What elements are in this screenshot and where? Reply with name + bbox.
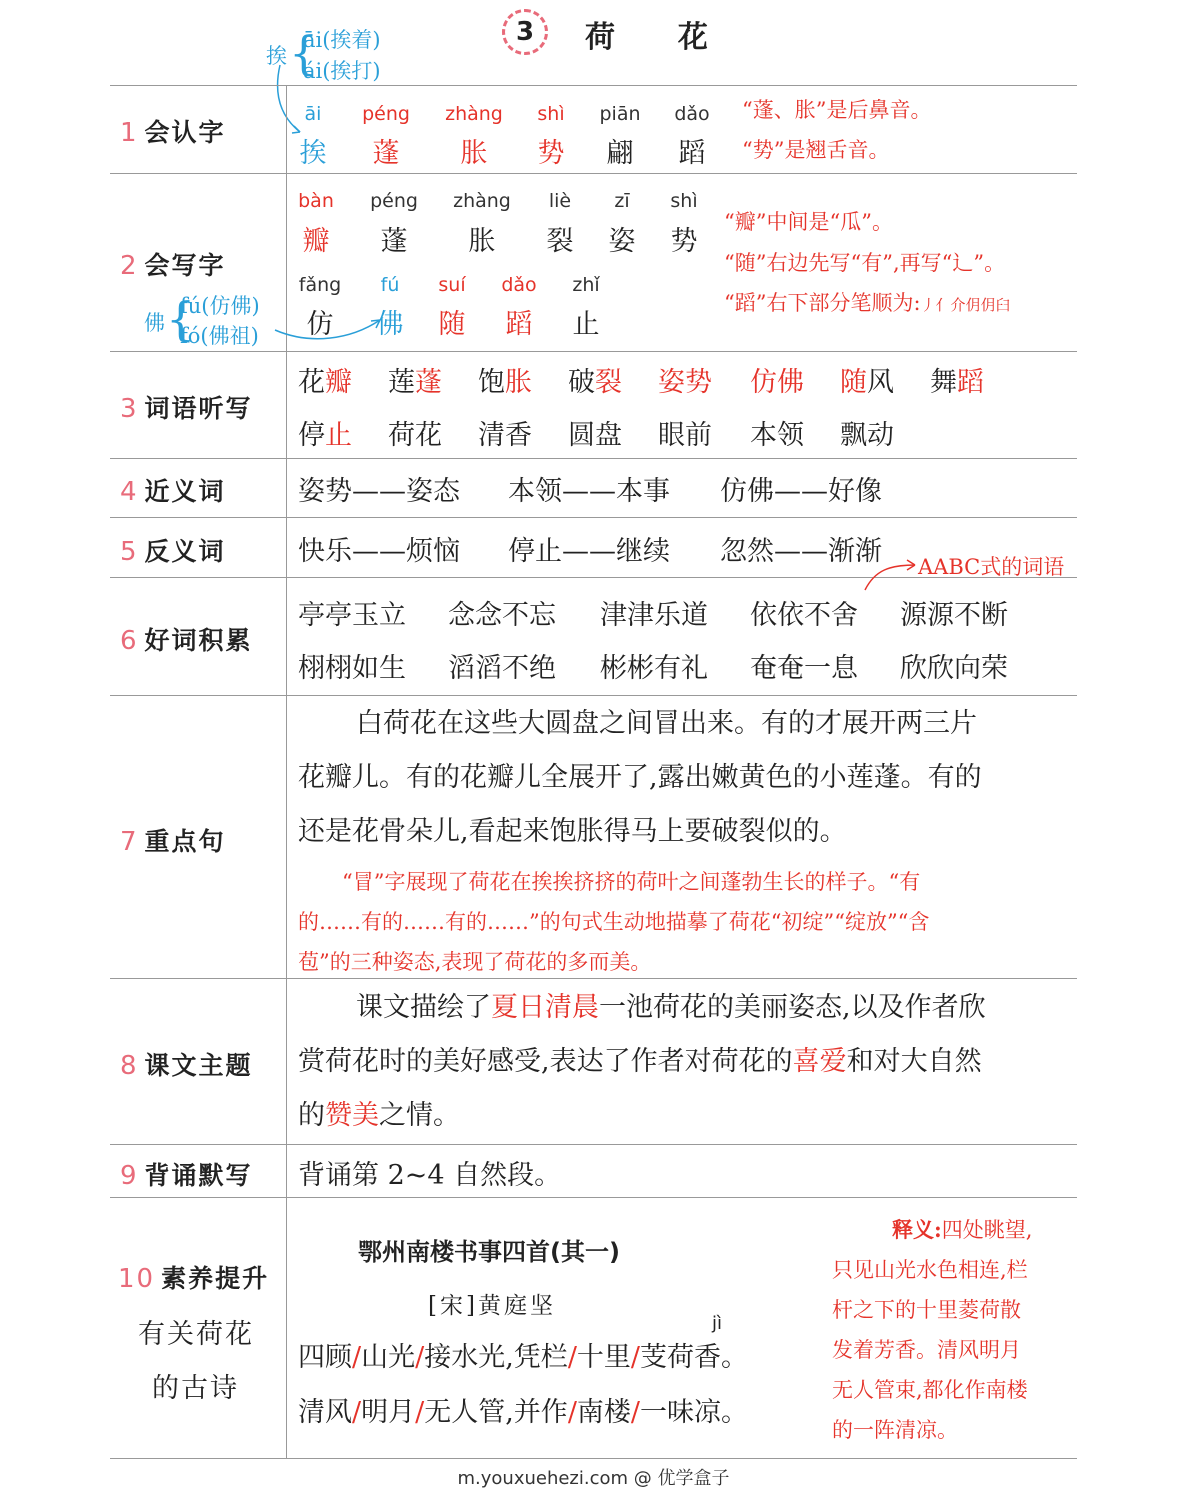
ai-note-brace: { xyxy=(289,26,319,80)
poem-pause-mark: / xyxy=(630,1342,641,1373)
fo-note-arrow xyxy=(270,300,390,350)
poem-pause-mark: / xyxy=(567,1342,577,1373)
poem-pause-mark: / xyxy=(415,1397,425,1428)
write-pinyin: dǎo xyxy=(501,274,537,296)
footer-watermark: m.youxuehezi.com @ 优学盒子 xyxy=(457,1468,730,1489)
write-pinyin: zhàng xyxy=(453,190,511,212)
recognize-pinyin: zhàng xyxy=(445,103,503,125)
row-label-6: 6 好词积累 xyxy=(120,626,253,656)
dictation-word: 饱胀 xyxy=(478,367,532,398)
write-char: 仿 xyxy=(306,309,334,340)
dictation-word: 仿佛 xyxy=(750,367,804,398)
write-note-3: “蹈”右下部分笔顺为:丿亻介仴仴臼 xyxy=(724,291,1011,315)
lesson-badge xyxy=(502,9,548,55)
recognize-pinyin: péng xyxy=(362,103,410,125)
good-word: 彬彬有礼 xyxy=(600,653,708,684)
recognize-pinyin: dǎo xyxy=(674,103,710,125)
ai-note-char: 挨 xyxy=(266,44,287,68)
write-pinyin: zhǐ xyxy=(572,274,600,296)
write-char: 止 xyxy=(572,309,600,340)
good-word: 念念不忘 xyxy=(448,600,556,631)
dictation-word: 随风 xyxy=(840,367,894,398)
poem-meaning: 释义:四处眺望, 只见山光水色相连,栏 杆之下的十里菱荷散 发着芳香。清风明月 无人管束,都化作南楼 的一阵清凉。 xyxy=(832,1217,1033,1442)
poem-author: [宋]黄庭坚 xyxy=(428,1293,556,1319)
write-pinyin: suí xyxy=(438,274,466,296)
row-label-10: 10 素养提升 xyxy=(118,1264,270,1294)
row-label-3: 3 词语听写 xyxy=(120,394,253,424)
good-word: 栩栩如生 xyxy=(298,653,406,684)
row-label-4: 4 近义词 xyxy=(120,477,226,507)
synonym-pair: 仿佛——好像 xyxy=(720,476,882,507)
antonym-pair: 停止——继续 xyxy=(508,536,670,567)
fo-note-char: 佛 xyxy=(144,311,165,335)
write-char: 蓬 xyxy=(380,226,408,257)
row-label-8: 8 课文主题 xyxy=(120,1051,253,1081)
dictation-word: 飘动 xyxy=(840,420,894,451)
fo-note-line2: fó(佛祖) xyxy=(180,324,259,348)
recognize-char: 挨 xyxy=(299,138,327,169)
antonym-pair: 忽然——渐渐 xyxy=(720,536,882,567)
write-char: 随 xyxy=(438,309,466,340)
dictation-word: 圆盘 xyxy=(568,420,622,451)
fo-note-line1: fú(仿佛) xyxy=(180,294,260,318)
dictation-word: 舞蹈 xyxy=(930,367,984,398)
write-pinyin: fú xyxy=(380,274,400,296)
write-char: 姿 xyxy=(608,226,636,257)
dictation-word: 莲蓬 xyxy=(388,367,442,398)
poem-pause-mark: / xyxy=(352,1342,362,1373)
poem-title: 鄂州南楼书事四首(其一) xyxy=(358,1238,620,1266)
lesson-number: 3 xyxy=(515,17,535,47)
row-label-9: 9 背诵默写 xyxy=(120,1161,253,1191)
recognize-note-2: “势”是翘舌音。 xyxy=(742,138,890,162)
row-label-2: 2 会写字 xyxy=(120,251,226,281)
row-label-1: 1 会认字 xyxy=(120,118,226,148)
write-note-2: “随”右边先写“有”,再写“辶”。 xyxy=(724,251,1006,275)
poem-pause-mark: / xyxy=(567,1397,577,1428)
row-label-7: 7 重点句 xyxy=(120,827,226,857)
good-word: 依依不舍 xyxy=(750,600,858,631)
good-word: 亭亭玉立 xyxy=(298,600,406,631)
write-pinyin: péng xyxy=(370,190,418,212)
good-word: 津津乐道 xyxy=(600,600,708,631)
synonym-pair: 姿势——姿态 xyxy=(298,476,460,507)
recognize-char: 翩 xyxy=(606,138,634,169)
key-sentence-note: “冒”字展现了荷花在挨挨挤挤的荷叶之间蓬勃生长的样子。“有 的……有的……有的……”的句式生动地描摹了荷花“初绽”“绽放”“含 苞”的三种姿态,表现了荷花的多而美。 xyxy=(298,870,930,974)
key-sentence: 白荷花在这些大圆盘之间冒出来。有的才展开两三片 花瓣儿。有的花瓣儿全展开了,露出嫩黄色的小莲蓬。有的 还是花骨朵儿,看起来饱胀得马上要破裂似的。 xyxy=(298,708,982,847)
write-char: 胀 xyxy=(468,226,496,257)
write-pinyin: shì xyxy=(670,190,698,212)
good-word: 滔滔不绝 xyxy=(448,653,556,684)
write-note-1: “瓣”中间是“瓜”。 xyxy=(724,210,893,234)
write-char: 裂 xyxy=(546,226,574,257)
ai-note-line1: āi(挨着) xyxy=(303,28,381,52)
antonym-pair: 快乐——烦恼 xyxy=(298,536,460,567)
dictation-word: 荷花 xyxy=(388,420,442,451)
write-pinyin: liè xyxy=(548,190,572,212)
ai-note-line2: ái(挨打) xyxy=(303,59,381,83)
dictation-word: 破裂 xyxy=(568,367,622,398)
poem-line1: 四顾/山光/接水光,凭栏/十里/芰荷香。 xyxy=(298,1342,749,1373)
fo-note-brace: { xyxy=(166,292,196,346)
dictation-word: 眼前 xyxy=(658,420,712,451)
good-word: 源源不断 xyxy=(900,600,1008,631)
dictation-word: 花瓣 xyxy=(298,367,352,398)
recognize-pinyin: piān xyxy=(599,103,641,125)
recognize-char: 蓬 xyxy=(372,138,400,169)
good-word: 奄奄一息 xyxy=(750,653,858,684)
row-label-10-sub2: 的古诗 xyxy=(152,1373,239,1404)
write-char: 蹈 xyxy=(505,309,533,340)
good-word: 欣欣向荣 xyxy=(900,653,1008,684)
poem-line2: 清风/明月/无人管,并作/南楼/一味凉。 xyxy=(298,1397,749,1428)
recognize-pinyin: āi xyxy=(304,103,322,125)
poem-pause-mark: / xyxy=(352,1397,362,1428)
ai-note-arrow xyxy=(270,60,320,140)
write-char: 势 xyxy=(670,226,698,257)
row-label-5: 5 反义词 xyxy=(120,537,226,567)
recite-text: 背诵第 2~4 自然段。 xyxy=(298,1160,562,1191)
write-char: 瓣 xyxy=(302,226,330,257)
write-pinyin: fǎng xyxy=(298,274,342,296)
recognize-pinyin: shì xyxy=(537,103,565,125)
write-pinyin: bàn xyxy=(298,190,334,212)
dictation-word: 本领 xyxy=(750,420,804,451)
poem-pause-mark: / xyxy=(415,1342,425,1373)
poem-pinyin-ji: jì xyxy=(712,1313,723,1334)
dictation-word: 清香 xyxy=(478,420,532,451)
write-char: 佛 xyxy=(376,309,404,340)
poem-pause-mark: / xyxy=(630,1397,641,1428)
aabc-arrow xyxy=(860,555,920,595)
recognize-char: 势 xyxy=(537,138,565,169)
recognize-char: 胀 xyxy=(460,138,488,169)
dictation-word: 停止 xyxy=(298,420,352,451)
aabc-note: AABC式的词语 xyxy=(918,555,1065,579)
recognize-note-1: “蓬、胀”是后鼻音。 xyxy=(742,98,932,122)
recognize-char: 蹈 xyxy=(678,138,706,169)
write-pinyin: zī xyxy=(614,190,630,212)
stroke-order: 丿亻介仴仴臼 xyxy=(920,296,1011,314)
lesson-theme: 课文描绘了夏日清晨一池荷花的美丽姿态,以及作者欣 赏荷花时的美好感受,表达了作者对荷花的喜爱和对大自然 的赞美之情。 xyxy=(298,992,986,1131)
page-title: 荷 花 xyxy=(585,20,722,55)
dictation-word: 姿势 xyxy=(658,367,712,398)
row-label-10-sub1: 有关荷花 xyxy=(138,1319,254,1350)
synonym-pair: 本领——本事 xyxy=(508,476,670,507)
